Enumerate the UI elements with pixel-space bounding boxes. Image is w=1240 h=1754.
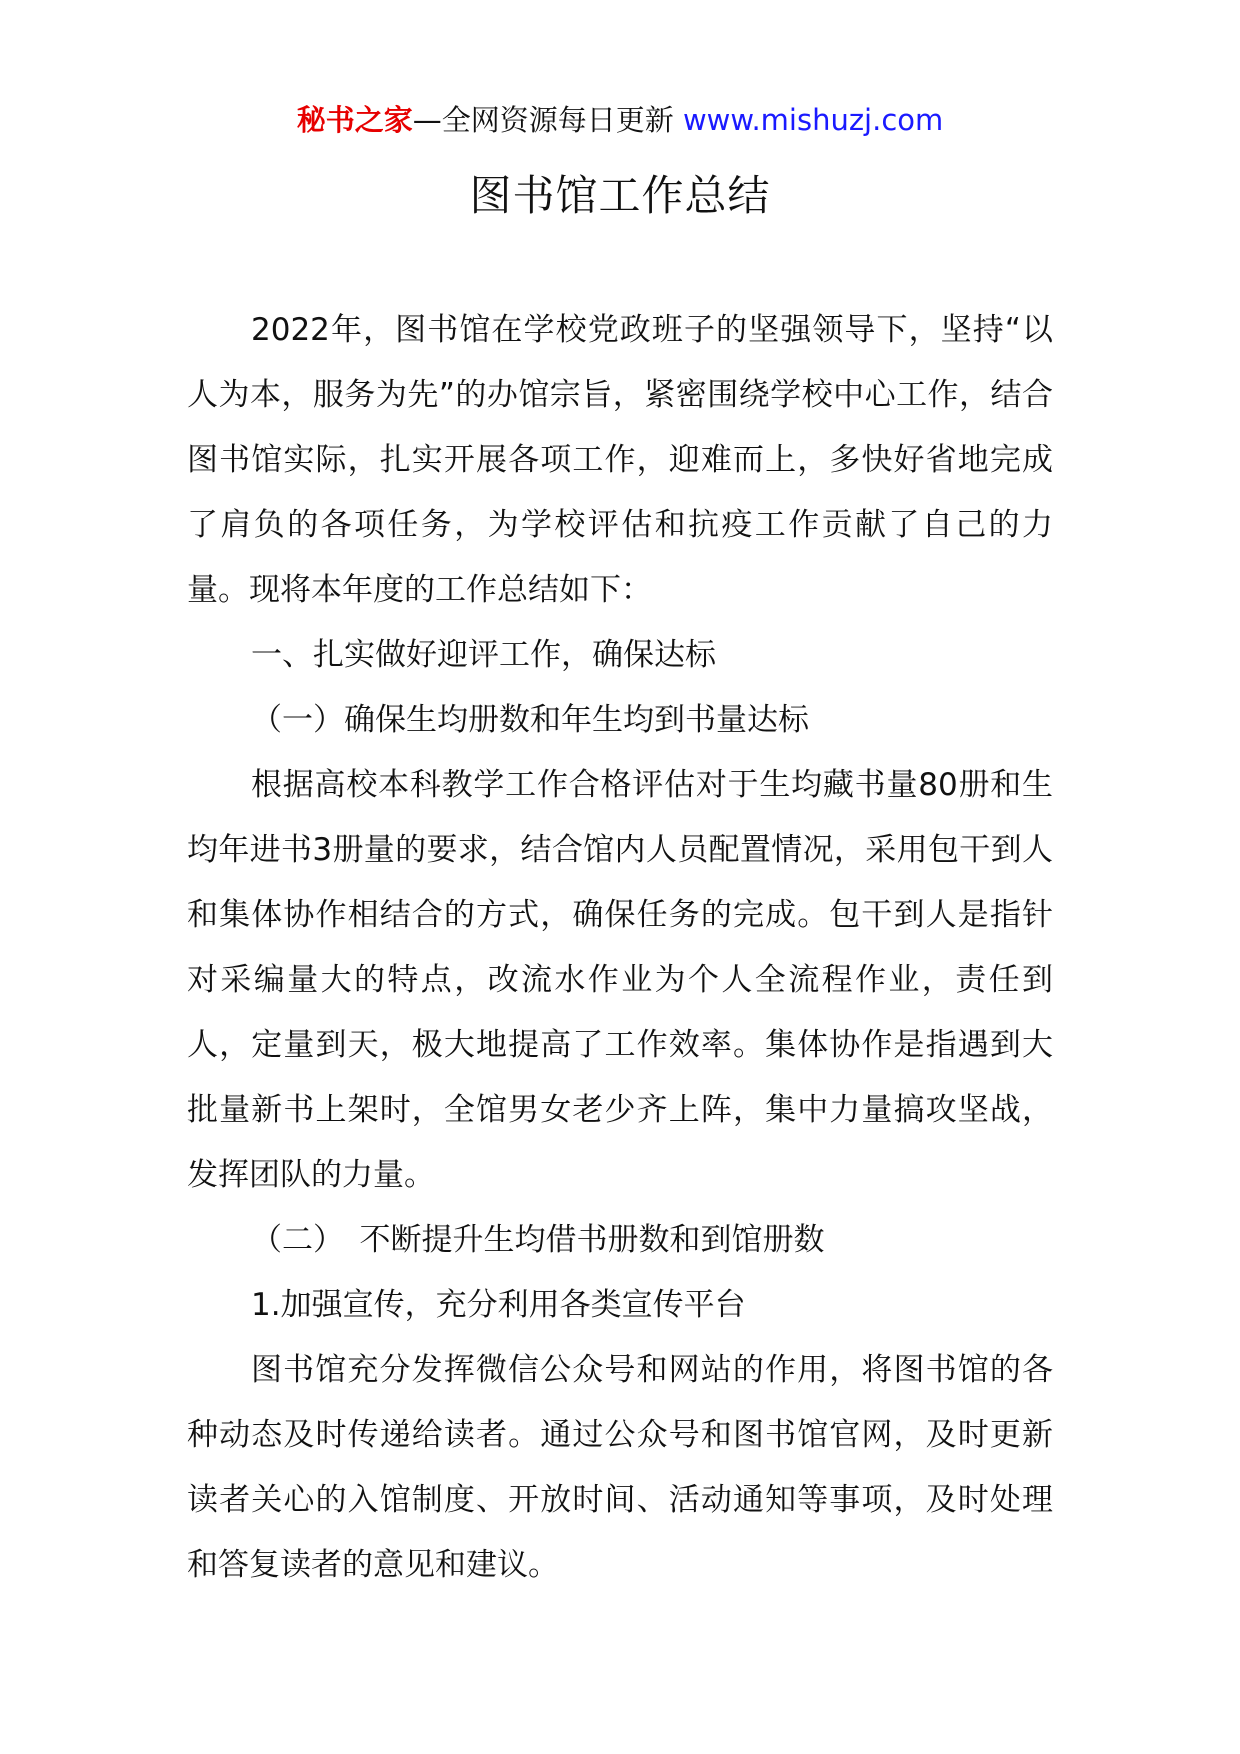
body-paragraph-2: 图书馆充分发挥微信公众号和网站的作用，将图书馆的各种动态及时传递给读者。通过公众号和图书馆官网，及时更新读者关心的入馆制度、开放时间、活动通知等事项，及时处理和答复读者的意见和建议。 [187,1352,1053,1583]
brand-name: 秘书之家 [296,103,413,137]
body-paragraph-1: 根据高校本科教学工作合格评估对于生均藏书量80册和生均年进书3册量的要求，结合馆内人员配置情况，采用包干到人和集体协作相结合的方式，确保任务的完成。包干到人是指针对采编量大的特点，改流水作业为个人全流程作业，责任到人，定量到天，极大地提高了工作效率。集体协作是指遇到大批量新书上架时，全馆男女老少齐上阵，集中力量搞攻坚战，发挥团队的力量。 [187,767,1053,1193]
section-heading-1: 一、扎实做好迎评工作，确保达标 [251,637,716,673]
site-header [0,100,1240,140]
intro-paragraph: 2022年，图书馆在学校党政班子的坚强领导下，坚持“以人为本，服务为先”的办馆宗旨，紧密围绕学校中心工作，结合图书馆实际，扎实开展各项工作，迎难而上，多快好省地完成了肩负的各项任务，为学校评估和抗疫工作贡献了自己的力量。现将本年度的工作总结如下： [187,312,1053,608]
site-url-link[interactable]: www.mishuzj.com [682,103,944,137]
subsection-heading-2: （二） 不断提升生均借书册数和到馆册数 [251,1222,825,1258]
item-heading-1: 1.加强宣传，充分利用各类宣传平台 [251,1287,746,1323]
document-title: 图书馆工作总结 [469,171,771,220]
document-body [187,298,1053,1598]
subsection-heading-1: （一）确保生均册数和年生均到书量达标 [251,702,809,738]
header-tagline: —全网资源每日更新 [412,103,683,137]
